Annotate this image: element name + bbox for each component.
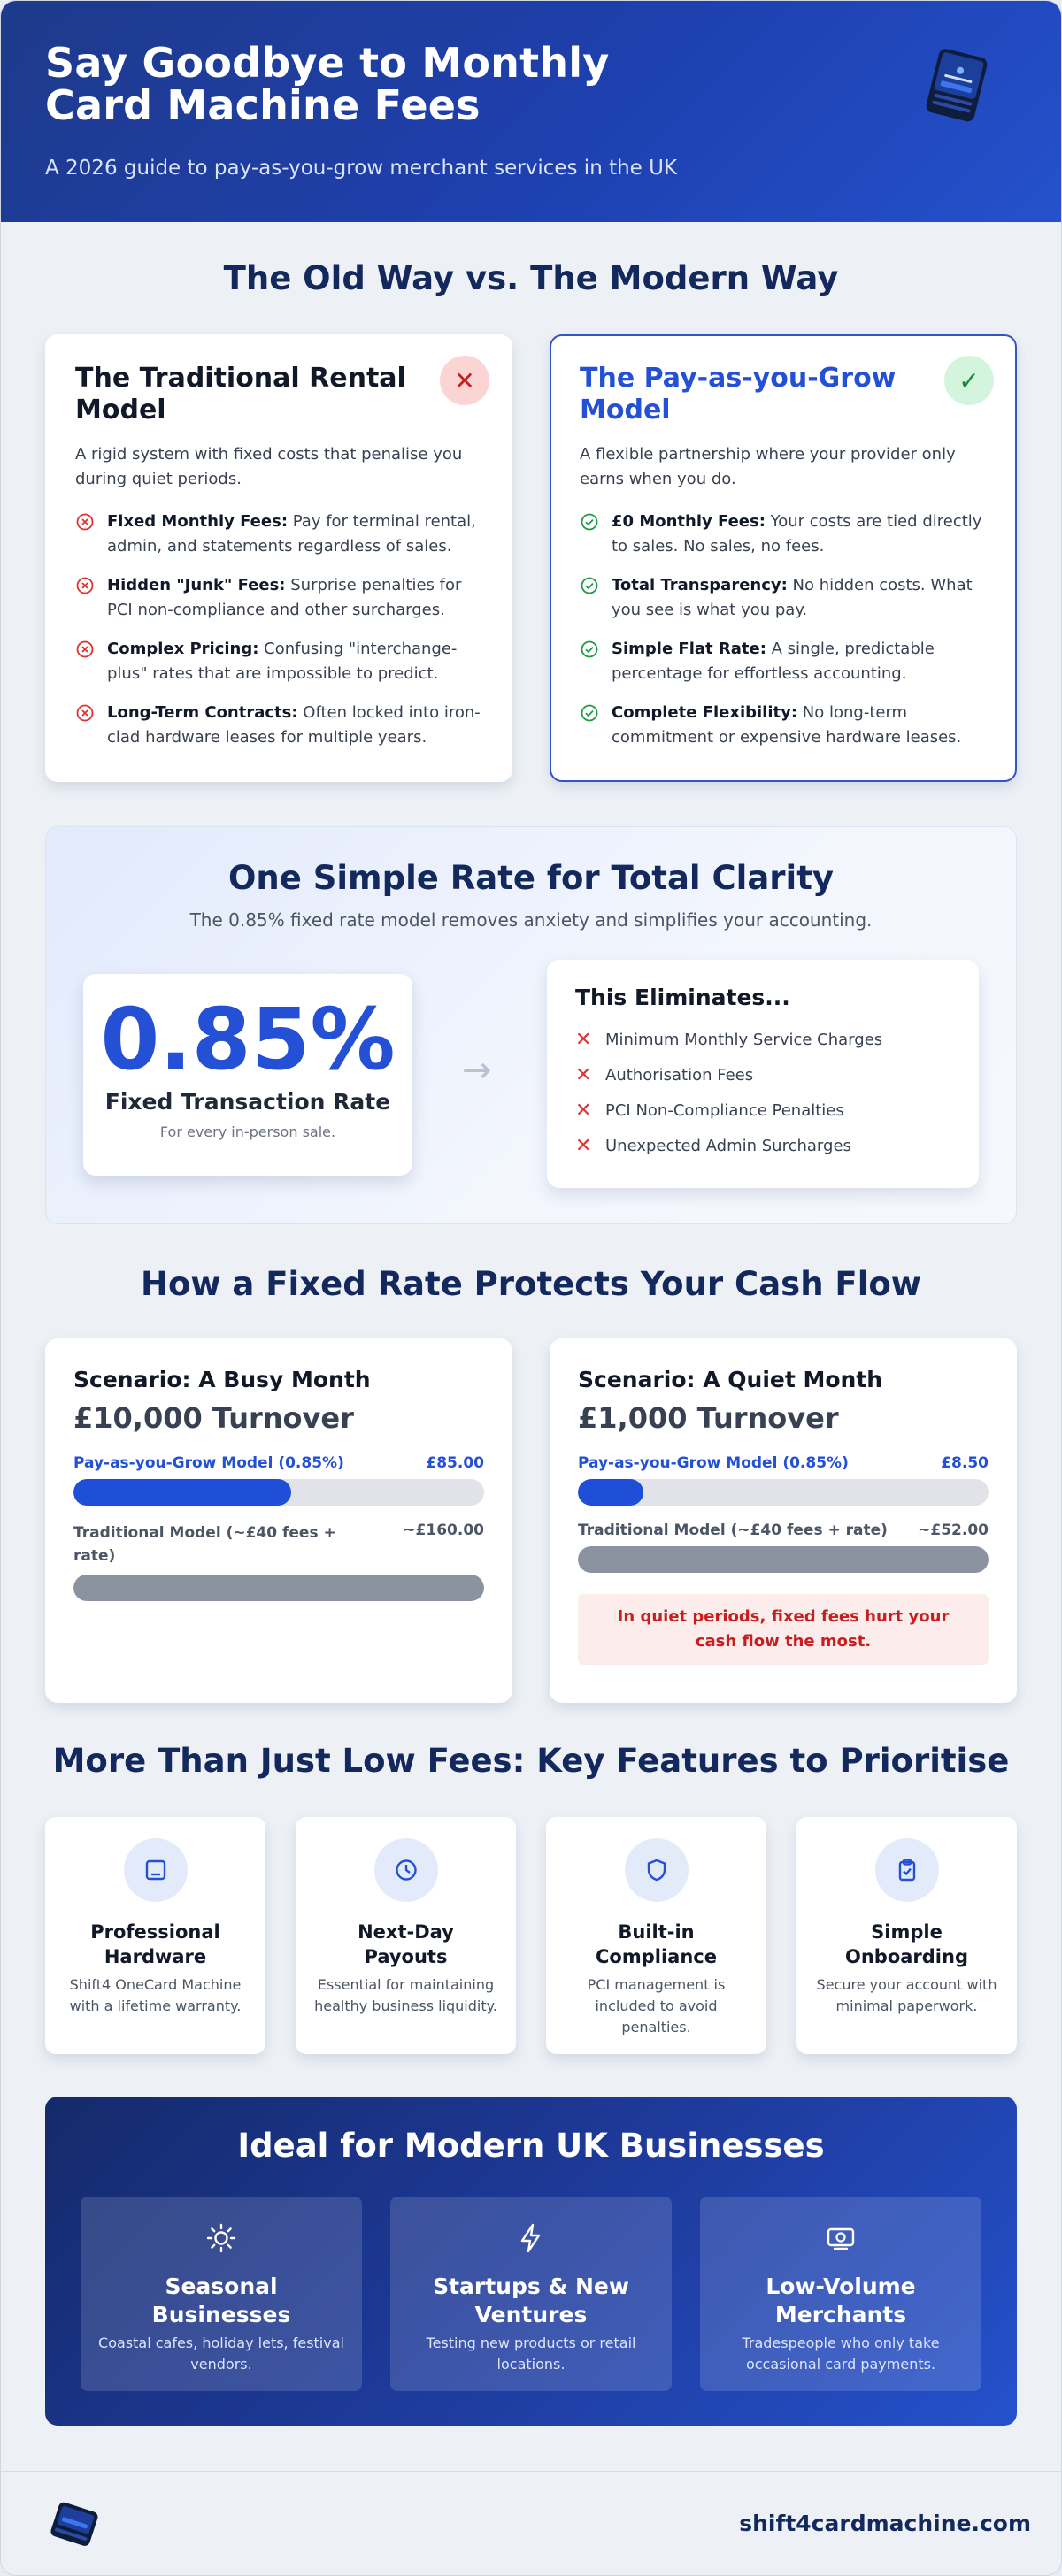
payg-value: £8.50	[941, 1454, 989, 1472]
ideal-section-title: Ideal for Modern UK Businesses	[237, 2127, 825, 2165]
item-text: Pay for terminal rental, admin, and statements regardless of sales.	[107, 512, 476, 556]
card-machine-logo-icon	[42, 2499, 105, 2549]
payg-bar-fill	[578, 1479, 643, 1506]
x-icon: ✕	[575, 1029, 592, 1051]
feature-text: Shift4 OneCard Machine with a lifetime warranty.	[69, 1976, 242, 2014]
trad-label: Traditional Model (~£40 fees + rate)	[73, 1524, 336, 1565]
feature-title: Built-in Compliance	[596, 1921, 717, 1967]
item-label: Total Transparency:	[612, 576, 788, 594]
title-line-1: Say Goodbye to Monthly	[45, 39, 610, 87]
item-label: Simple Flat Rate:	[612, 640, 766, 658]
lightning-icon	[512, 2220, 550, 2257]
list-item	[580, 573, 987, 623]
scenario-turnover: £1,000 Turnover	[578, 1401, 839, 1435]
item-label: Long-Term Contracts:	[107, 703, 298, 722]
payg-bar	[73, 1479, 484, 1506]
feature-card	[45, 1817, 266, 2054]
traditional-intro: A rigid system with fixed costs that penalise you during quiet periods.	[75, 445, 463, 488]
feature-title: Next-Day Payouts	[358, 1921, 454, 1967]
x-icon: ✕	[575, 1064, 592, 1086]
close-icon: ✕	[440, 356, 489, 405]
list-item	[75, 510, 482, 559]
feature-text: Essential for maintaining healthy business liquidity.	[314, 1976, 497, 2014]
card-machine-icon	[920, 47, 992, 123]
ideal-tile-title: Startups & New Ventures	[433, 2273, 629, 2327]
cashflow-section	[1, 1338, 1061, 1703]
traditional-list	[75, 510, 482, 750]
features-section-title: More Than Just Low Fees: Key Features to Prioritise	[52, 1742, 1010, 1780]
rate-section	[45, 826, 1017, 1224]
ideal-tile	[390, 2196, 672, 2391]
feature-title: Professional Hardware	[90, 1921, 220, 1967]
warning-note: In quiet periods, fixed fees hurt your cash flow the most.	[578, 1594, 989, 1665]
payg-row	[578, 1454, 989, 1472]
item-label: Complete Flexibility:	[612, 703, 798, 722]
rate-label: Fixed Transaction Rate	[104, 1089, 391, 1115]
item-text: No long-term commitment or expensive hardware leases.	[612, 703, 962, 747]
rate-subtitle: The 0.85% fixed rate model removes anxiety and simplifies your accounting.	[189, 909, 873, 931]
cash-icon	[822, 2220, 859, 2257]
list-item	[580, 701, 987, 750]
ideal-section	[45, 2097, 1017, 2426]
clipboard-check-icon	[875, 1838, 939, 1902]
item-text: Often locked into iron-clad hardware leases for multiple years.	[107, 703, 481, 747]
feature-text: PCI management is included to avoid penalties.	[587, 1976, 726, 2036]
trad-bar	[73, 1575, 484, 1601]
x-icon: ✕	[575, 1100, 592, 1122]
footer	[1, 2471, 1061, 2575]
eliminates-list	[575, 1023, 950, 1164]
item-text: Unexpected Admin Surcharges	[605, 1137, 851, 1155]
payg-label: Pay-as-you-Grow Model (0.85%)	[73, 1454, 344, 1472]
ideal-tile-text: Tradespeople who only take occasional card payments.	[742, 2334, 940, 2373]
trad-bar-fill	[578, 1546, 989, 1573]
payg-label: Pay-as-you-Grow Model (0.85%)	[578, 1454, 849, 1472]
list-item	[575, 1093, 950, 1129]
rate-box	[83, 974, 412, 1176]
modern-list	[580, 510, 987, 750]
item-text: No hidden costs. What you see is what you pay.	[612, 576, 973, 619]
trad-label: Traditional Model (~£40 fees + rate)	[578, 1522, 888, 1539]
rate-section-title: One Simple Rate for Total Clarity	[227, 859, 835, 897]
x-circle-icon	[75, 703, 95, 723]
x-circle-icon	[75, 576, 95, 595]
x-circle-icon	[75, 640, 95, 659]
item-text: Your costs are tied directly to sales. No sales, no fees.	[612, 512, 982, 556]
feature-card	[296, 1817, 516, 2054]
arrow-right-icon: →	[462, 1050, 492, 1091]
list-item	[575, 1058, 950, 1093]
feature-text: Secure your account with minimal paperwork.	[816, 1976, 997, 2014]
footer-site-link[interactable]: shift4cardmachine.com	[739, 2511, 1031, 2536]
feature-card	[796, 1817, 1017, 2054]
ideal-tiles	[81, 2196, 981, 2391]
clock-icon	[374, 1838, 438, 1902]
traditional-heading: The Traditional Rental Model	[75, 363, 406, 426]
item-text: PCI Non-Compliance Penalties	[605, 1101, 844, 1120]
ideal-tile-title: Seasonal Businesses	[151, 2273, 291, 2327]
sun-icon	[203, 2220, 240, 2257]
rate-note: For every in-person sale.	[159, 1123, 336, 1140]
hero-header	[1, 1, 1061, 222]
eliminates-title: This Eliminates...	[575, 985, 790, 1010]
list-item	[580, 637, 987, 686]
trad-bar-fill	[73, 1575, 484, 1601]
shield-icon	[625, 1838, 689, 1902]
item-text: Authorisation Fees	[605, 1066, 754, 1085]
trad-value: ~£52.00	[918, 1522, 989, 1539]
checkmark-icon: ✓	[944, 356, 994, 405]
modern-model-card	[550, 334, 1017, 782]
payg-row	[73, 1454, 484, 1472]
page-subtitle: A 2026 guide to pay-as-you-grow merchant services in the UK	[45, 157, 678, 180]
scenario-title: Scenario: A Busy Month	[73, 1367, 371, 1392]
item-text: Minimum Monthly Service Charges	[605, 1031, 883, 1049]
list-item	[75, 573, 482, 623]
feature-title: Simple Onboarding	[844, 1921, 968, 1967]
ideal-tile-title: Low-Volume Merchants	[766, 2273, 916, 2327]
payg-value: £85.00	[426, 1454, 484, 1472]
title-line-2: Card Machine Fees	[45, 81, 481, 129]
list-item	[575, 1129, 950, 1164]
x-circle-icon	[75, 512, 95, 532]
x-icon: ✕	[575, 1135, 592, 1157]
scenario-title: Scenario: A Quiet Month	[578, 1367, 883, 1392]
check-circle-icon	[580, 703, 599, 723]
item-text: A single, predictable percentage for effortless accounting.	[612, 640, 935, 683]
check-circle-icon	[580, 512, 599, 532]
ideal-tile-text: Testing new products or retail locations.	[426, 2334, 636, 2373]
compare-section-title: The Old Way vs. The Modern Way	[223, 259, 839, 297]
feature-card	[546, 1817, 766, 2054]
payg-bar	[578, 1479, 989, 1506]
cashflow-section-title: How a Fixed Rate Protects Your Cash Flow	[140, 1265, 921, 1303]
trad-value: ~£160.00	[403, 1522, 484, 1539]
list-item	[75, 637, 482, 686]
item-label: £0 Monthly Fees:	[612, 512, 766, 531]
payg-bar-fill	[73, 1479, 291, 1506]
compare-section	[1, 334, 1061, 782]
item-label: Hidden "Junk" Fees:	[107, 576, 286, 594]
ideal-tile	[700, 2196, 981, 2391]
item-label: Complex Pricing:	[107, 640, 259, 658]
list-item	[575, 1023, 950, 1058]
item-label: Fixed Monthly Fees:	[107, 512, 289, 531]
trad-row	[73, 1522, 484, 1568]
check-circle-icon	[580, 640, 599, 659]
traditional-model-card	[45, 334, 512, 782]
trad-row	[578, 1522, 989, 1539]
modern-heading: The Pay-as-you-Grow Model	[580, 363, 897, 426]
modern-intro: A flexible partnership where your provider only earns when you do.	[580, 445, 956, 488]
scenario-turnover: £10,000 Turnover	[73, 1401, 354, 1435]
scenario-card-busy	[45, 1338, 512, 1703]
page-title	[45, 39, 718, 129]
ideal-tile-text: Coastal cafes, holiday lets, festival vendors.	[98, 2334, 344, 2373]
list-item	[75, 701, 482, 750]
features-section	[1, 1817, 1061, 2054]
rate-value: 0.85%	[100, 990, 396, 1089]
scenario-card-quiet	[550, 1338, 1017, 1703]
trad-bar	[578, 1546, 989, 1573]
item-text: Surprise penalties for PCI non-compliance and other surcharges.	[107, 576, 462, 619]
tablet-icon	[124, 1838, 188, 1902]
eliminates-box	[547, 960, 979, 1188]
check-circle-icon	[580, 576, 599, 595]
ideal-tile	[81, 2196, 362, 2391]
list-item	[580, 510, 987, 559]
item-text: Confusing "interchange-plus" rates that are impossible to predict.	[107, 640, 458, 683]
